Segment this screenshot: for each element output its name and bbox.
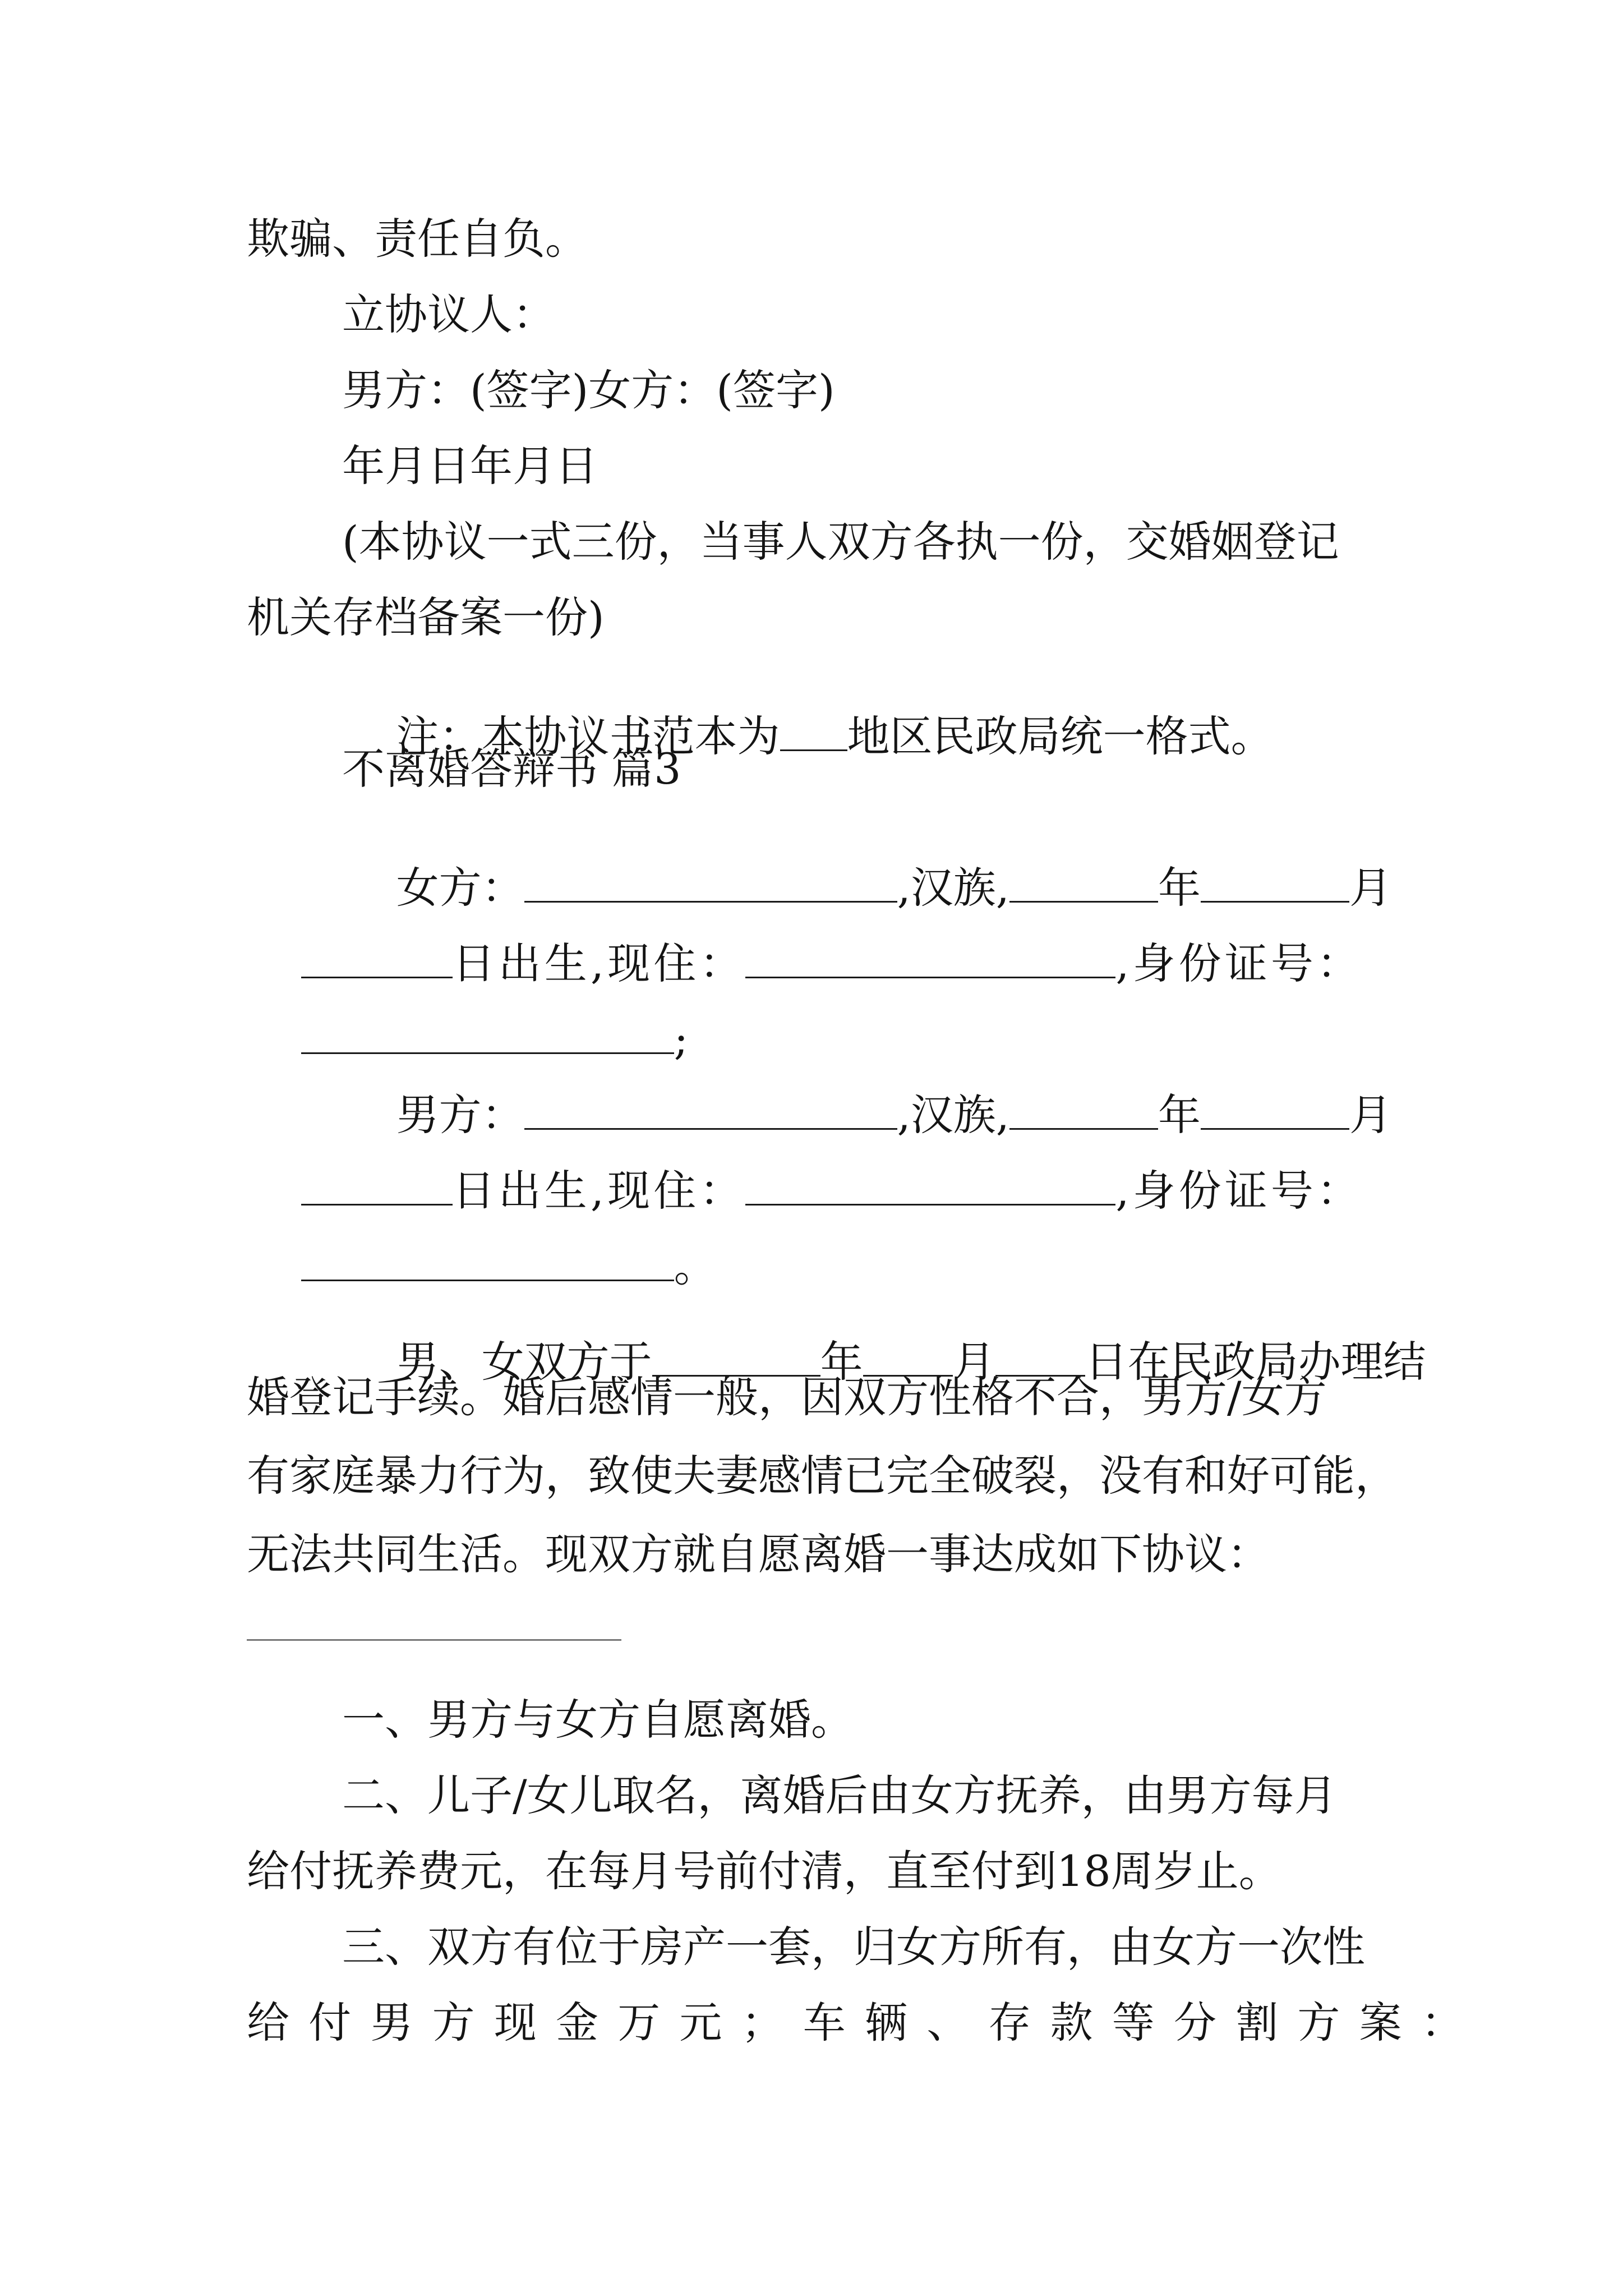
line-end: 。 <box>674 1241 717 1291</box>
text-line: (本协议一式三份，当事人双方各执一份，交婚姻登记 <box>342 517 1339 567</box>
female-label: 女方： <box>396 863 524 913</box>
id-label: ,身份证号： <box>1115 1166 1363 1216</box>
date-line: 年月日年月日 <box>342 441 598 491</box>
section-heading: 不离婚答辩书 篇3 <box>342 744 681 794</box>
divider <box>247 1639 621 1641</box>
blank-field <box>524 866 897 903</box>
text-segment: 月 <box>952 1337 995 1387</box>
blank-field <box>301 1245 674 1281</box>
clause-line: 给付男方现金万元；车辆、存款等分割方案： <box>247 1998 1483 2047</box>
blank-field <box>524 1093 897 1130</box>
month-label: 月 <box>1349 1090 1392 1140</box>
text-segment: 日在民政局办理结 <box>1085 1337 1426 1387</box>
born-label: 日出生,现住： <box>452 938 746 988</box>
clause-line: 给付抚养费元，在每月号前付清，直至付到18周岁止。 <box>247 1846 1281 1896</box>
blank-field <box>745 1169 1115 1205</box>
clause-line: 二、儿子/女儿取名，离婚后由女方抚养，由男方每月 <box>342 1770 1337 1820</box>
id-label: ,身份证号： <box>1115 938 1363 988</box>
blank-field <box>301 942 453 978</box>
paragraph-line: 婚登记手续。婚后感情一般，因双方性格不合，男方/女方 <box>247 1372 1327 1422</box>
text-line: 机关存档备案一份) <box>247 592 605 642</box>
blank-field <box>1009 1093 1158 1130</box>
ethnic-label: ,汉族, <box>897 1090 1009 1140</box>
text-line: 欺骗、责任自负。 <box>247 214 588 264</box>
blank-field <box>745 942 1115 978</box>
paragraph-line: 有家庭暴力行为，致使夫妻感情已完全破裂，没有和好可能， <box>247 1451 1398 1501</box>
born-label: 日出生,现住： <box>452 1166 746 1216</box>
clause-line: 三、双方有位于房产一套，归女方所有，由女方一次性 <box>342 1922 1365 1972</box>
text-segment: 年 <box>820 1337 863 1387</box>
signatories-heading: 立协议人： <box>342 289 555 339</box>
year-label: 年 <box>1158 1090 1201 1140</box>
blank-field <box>995 1340 1085 1377</box>
blank-field <box>863 1340 953 1377</box>
blank-field <box>301 1018 674 1054</box>
blank-field <box>780 715 847 751</box>
signature-line: 男方：(签字)女方：(签字) <box>342 365 835 415</box>
ethnic-label: ,汉族, <box>897 863 1009 913</box>
line-end: ; <box>674 1014 689 1064</box>
clause-line: 一、男方与女方自愿离婚。 <box>342 1695 854 1745</box>
paragraph-line: 无法共同生活。现双方就自愿离婚一事达成如下协议： <box>247 1529 1270 1579</box>
blank-field <box>1201 866 1349 903</box>
male-label: 男方： <box>396 1090 524 1140</box>
note-prefix: 注：本协议书范本为 <box>396 711 780 761</box>
blank-field <box>652 1340 820 1377</box>
text-segment: 男、女双方于 <box>396 1337 652 1387</box>
blank-field <box>1009 866 1158 903</box>
blank-field <box>1201 1093 1349 1130</box>
year-label: 年 <box>1158 863 1201 913</box>
month-label: 月 <box>1349 863 1392 913</box>
blank-field <box>301 1169 453 1205</box>
note-suffix: 地区民政局统一格式。 <box>847 711 1274 761</box>
